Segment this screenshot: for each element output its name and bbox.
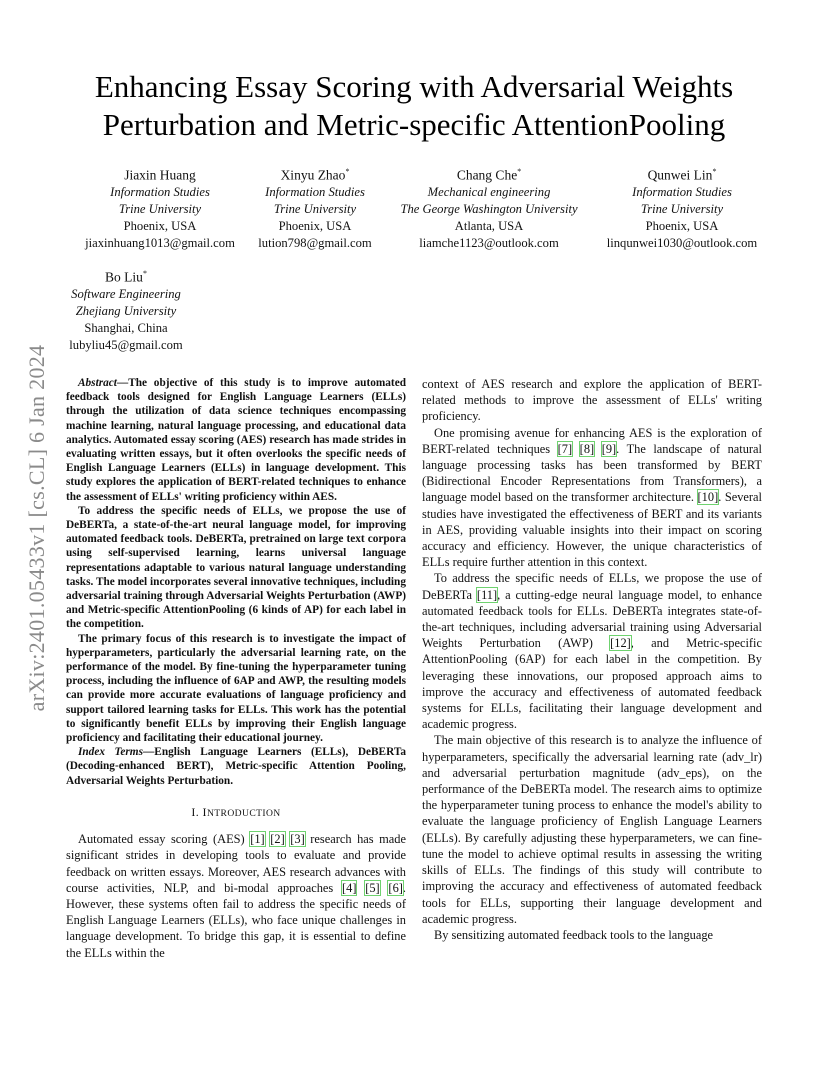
author-place: Phoenix, USA [278, 218, 352, 233]
body-paragraph: One promising avenue for enhancing AES is the exploration of BERT-related techniques [ 7 ] [ 8 ] [ 9 ] . The landscape of natural language processing tasks has been transformed by BERT (Bidirectional Encoder Representations from Transformers), a language model based on the transformer architecture. [ 10 ] . Several studies have investigated the effectiveness of BERT and its variants in AES, providing valuable insights into their impact on scoring accuracy and efficiency. However, the unique characteristics of ELLs require further attention in this context. [422, 425, 762, 571]
abstract-paragraph: Abstract—The objective of this study is to improve automated feedback tools designed for English Language Learners (ELLs) through the utilization of data science techniques encompassing machine learning, natural language processing, and educational data analytics. Automated essay scoring (AES) research has made strides in evaluating written essays, but it often overlooks the specific needs of English Language Learners (ELLs) in language development. This study explores the application of BERT-related techniques to enhance the assessment of ELLs' writing proficiency within AES. [66, 377, 406, 503]
author-place: Atlanta, USA [454, 218, 524, 233]
author-dept: Information Studies [265, 184, 365, 199]
citation-link[interactable]: [ 2 ] [270, 832, 284, 846]
arxiv-stamp-text: arXiv:2401.05433v1 [cs.CL] 6 Jan 2024 [24, 344, 49, 712]
index-terms: Index Terms—English Language Learners (ELLs), DeBERTa (Decoding-enhanced BERT), Metric-specific Attention Pooling, Adversarial Weights Perturbation. [66, 746, 406, 787]
citation-link[interactable]: [ 5 ] [365, 881, 379, 895]
author-org: Zhejiang University [75, 303, 177, 318]
author-name: Jiaxin Huang [124, 167, 196, 183]
author-block-1 [72, 163, 248, 252]
author-place: Phoenix, USA [123, 218, 197, 233]
author-name: Qunwei Lin* [647, 167, 717, 183]
author-dept: Information Studies [632, 184, 732, 199]
author-email: lubyliu45@gmail.com [69, 337, 183, 352]
citation-link[interactable]: [ 1 ] [250, 832, 264, 846]
author-block-4 [596, 163, 768, 252]
section-heading-introduction: I. INTRODUCTION [191, 804, 281, 819]
author-dept: Information Studies [110, 184, 210, 199]
author-org: Trine University [640, 201, 724, 216]
author-block-2 [248, 163, 382, 252]
author-block-3 [382, 163, 596, 252]
author-name: Xinyu Zhao* [280, 167, 350, 183]
index-terms-label: Index Terms [78, 746, 143, 759]
abstract-label: Abstract [78, 377, 117, 389]
author-email: jiaxinhuang1013@gmail.com [85, 235, 235, 250]
author-dept: Software Engineering [71, 286, 181, 301]
right-column [422, 376, 762, 943]
body-paragraph: context of AES research and explore the application of BERT-related methods to improve the assessment of ELLs' writing proficiency. [422, 377, 762, 424]
paper-title: Enhancing Essay Scoring with Adversarial Weights Perturbation and Metric-specific AttentionPooling [94, 69, 734, 142]
author-name: Chang Che* [456, 167, 522, 183]
author-org: Trine University [273, 201, 357, 216]
body-paragraph: Automated essay scoring (AES) [ 1 ] [ 2 ] [ 3 ] research has made significant strides in developing tools to evaluate and provide feedback on written essays. Moreover, AES research advances with course activities, NLP, and bi-modal approaches [ 4 ] [ 5 ] [ 6 ] . However, these systems often fail to address the specific needs of English Language Learners (ELLs), who face unique challenges in language development. To bridge this gap, it is essential to define the ELLs within the [66, 831, 406, 961]
citation-link[interactable]: [ 12 ] [610, 636, 631, 650]
author-name: Bo Liu* [105, 269, 147, 285]
abstract [66, 376, 406, 788]
left-column [66, 376, 406, 961]
citation-link[interactable]: [ 8 ] [580, 442, 594, 456]
citation-link[interactable]: [ 6 ] [388, 881, 402, 895]
author-org: The George Washington University [400, 201, 578, 216]
body-paragraph: To address the specific needs of ELLs, we propose the use of DeBERTa [ 11 ] , a cutting-edge neural language model, to enhance automated feedback tools for ELLs. DeBERTa integrates state-of-the-art techniques, including adversarial training using Adversarial Weights Perturbation (AWP) [ 12 ] , and Metric-specific AttentionPooling (6AP) for each label in the competition. By leveraging these innovations, our proposed approach aims to improve the accuracy and effectiveness of automated feedback systems for ELLs, facilitating their language development and academic progress. [422, 570, 762, 732]
author-email: lution798@gmail.com [258, 235, 372, 250]
citation-link[interactable]: [ 7 ] [558, 442, 572, 456]
citation-link[interactable]: [ 9 ] [602, 442, 616, 456]
author-block-5 [56, 265, 196, 354]
citation-link[interactable]: [ 10 ] [698, 490, 719, 504]
citation-link[interactable]: [ 11 ] [477, 588, 497, 602]
abstract-paragraph: The primary focus of this research is to investigate the impact of hyperparameters, particularly the adversarial learning rate, on the performance of the model. By fine-tuning the hyperparameter tuning process, including the influence of 6AP and AWP, the resulting models can provide more accurate evaluations of language proficiency and support tailored learning tasks for ELLs. This work has the potential to significantly benefit ELLs by improving their English language proficiency and facilitating their educational journey. [66, 632, 406, 745]
author-org: Trine University [118, 201, 202, 216]
author-place: Phoenix, USA [645, 218, 719, 233]
arxiv-stamp [22, 298, 52, 758]
body-paragraph: By sensitizing automated feedback tools to the language [434, 927, 714, 942]
body-paragraph: The main objective of this research is to analyze the influence of hyperparameters, specifically the adversarial learning rate (adv_lr) and adversarial perturbation magnitude (adv_eps), on the performance of the DeBERTa model. The research aims to optimize the hyperparameter tuning process to enhance the model's ability to evaluate the language proficiency of English Language Learners (ELLs). By carefully adjusting these hyperparameters, we can fine-tune the model to achieve optimal results in assessing the writing skills of ELLs. The findings of this study will contribute to improving the accuracy and effectiveness of automated feedback tools for ELLs, supporting their language development and academic progress. [422, 733, 762, 926]
citation-link[interactable]: [ 4 ] [342, 881, 356, 895]
author-place: Shanghai, China [84, 320, 168, 335]
author-email: linqunwei1030@outlook.com [606, 235, 758, 250]
abstract-paragraph: To address the specific needs of ELLs, we propose the use of DeBERTa, a state-of-the-art neural language model, for improving automated feedback tools. DeBERTa, pretrained on large text corpora using self-supervised learning, learns universal language representations adaptable to various natural language understanding tasks. The model incorporates several innovative techniques, including adversarial training through Adversarial Weights Perturbation (AWP) and Metric-specific AttentionPooling (6 kinds of AP) for each label in the competition. [66, 504, 406, 631]
author-dept: Mechanical engineering [427, 184, 551, 199]
citation-link[interactable]: [ 3 ] [290, 832, 304, 846]
author-email: liamche1123@outlook.com [419, 235, 559, 250]
introduction-body [66, 831, 406, 961]
